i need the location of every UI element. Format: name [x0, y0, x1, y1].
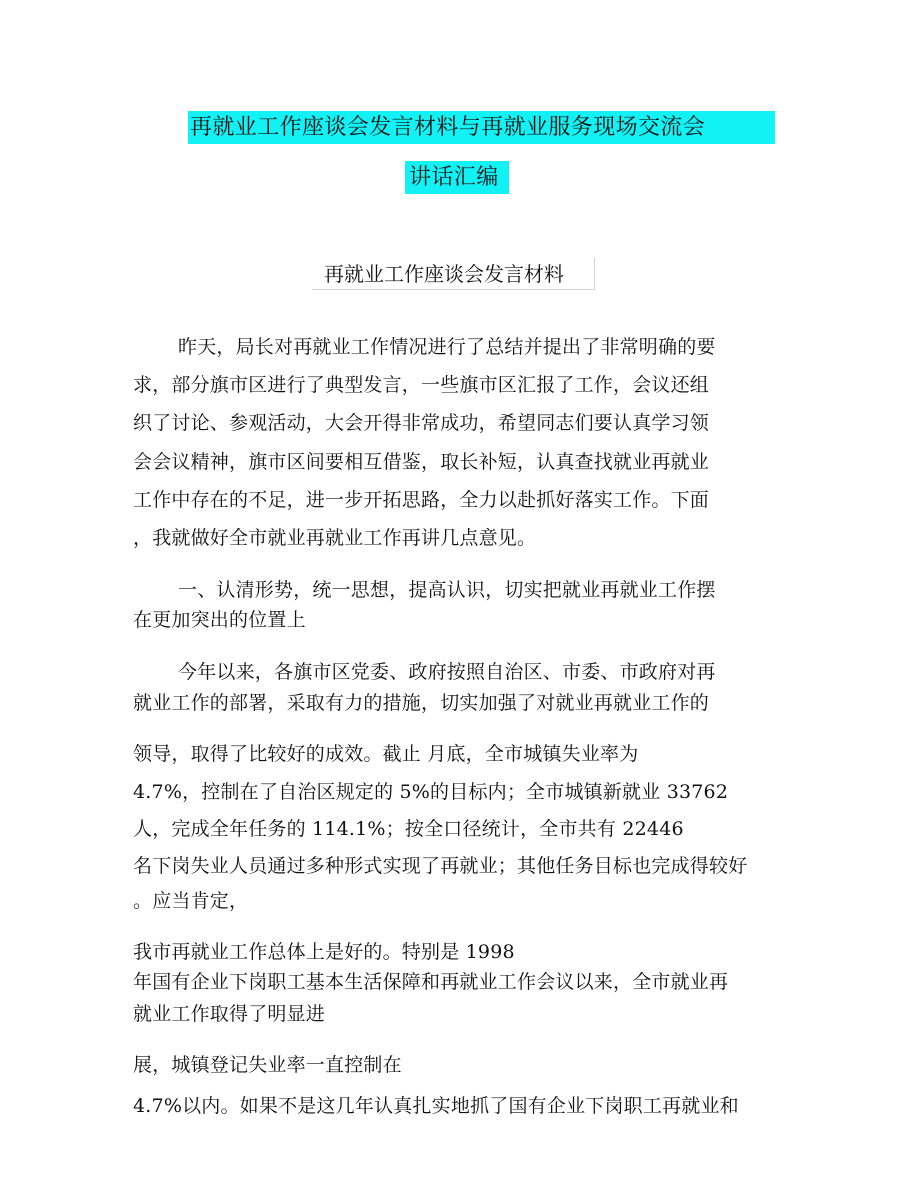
title-line-2: 讲话汇编 [405, 161, 509, 194]
paragraph-line: 会会议精神，旗市区间要相互借鉴，取长补短，认真查找就业再就业 [133, 451, 710, 473]
paragraph-line: 4.7%以内。如果不是这几年认真扎实地抓了国有企业下岗职工再就业和 [133, 1095, 739, 1117]
section-heading-line: 一、认清形势，统一思想，提高认识，切实把就业再就业工作摆 [178, 579, 716, 601]
paragraph-line: 织了讨论、参观活动，大会开得非常成功，希望同志们要认真学习领 [133, 412, 710, 434]
title-line-1: 再就业工作座谈会发言材料与再就业服务现场交流会 [188, 111, 775, 144]
paragraph-line: 。应当肯定， [133, 890, 249, 912]
paragraph-line: 名下岗失业人员通过多种形式实现了再就业；其他任务目标也完成得较好 [133, 855, 748, 877]
paragraph-line: 我市再就业工作总体上是好的。特别是 1998 [133, 941, 515, 963]
paragraph-line: 求，部分旗市区进行了典型发言，一些旗市区汇报了工作，会议还组 [133, 374, 710, 396]
paragraph-line: 领导，取得了比较好的成效。截止 月底，全市城镇失业率为 [133, 743, 639, 765]
paragraph-line: 今年以来，各旗市区党委、政府按照自治区、市委、市政府对再 [178, 661, 716, 683]
paragraph-line: 人，完成全年任务的 114.1%；按全口径统计，全市共有 22446 [133, 818, 684, 840]
paragraph-line: 就业工作的部署，采取有力的措施，切实加强了对就业再就业工作的 [133, 692, 710, 714]
paragraph-line: 工作中存在的不足，进一步开拓思路，全力以赴抓好落实工作。下面 [133, 489, 710, 511]
section-heading-line: 在更加突出的位置上 [133, 609, 306, 631]
paragraph-line: 昨天，局长对再就业工作情况进行了总结并提出了非常明确的要 [178, 336, 716, 358]
section-subtitle: 再就业工作座谈会发言材料 [312, 258, 595, 290]
paragraph-line: ，我就做好全市就业再就业工作再讲几点意见。 [133, 527, 537, 549]
paragraph-line: 展，城镇登记失业率一直控制在 [133, 1054, 402, 1076]
paragraph-line: 年国有企业下岗职工基本生活保障和再就业工作会议以来，全市就业再 [133, 971, 729, 993]
paragraph-line: 4.7%，控制在了自治区规定的 5%的目标内；全市城镇新就业 33762 [133, 781, 729, 803]
paragraph-line: 就业工作取得了明显进 [133, 1003, 326, 1025]
